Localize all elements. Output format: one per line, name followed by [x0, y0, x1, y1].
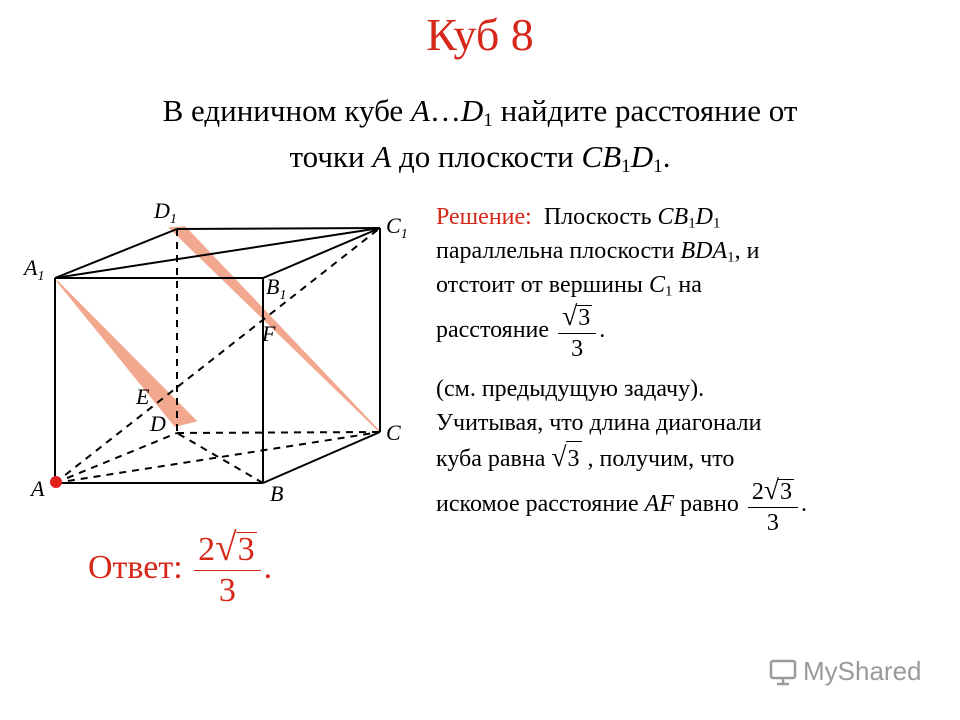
solution-paragraph-1: Решение: Плоскость $CB_1D_1$ параллельна плоскости $BDA_1$, и отстоит от вершины $C_1$ на расстояние $\frac{√3}{3}$ .	[436, 204, 760, 362]
hidden-diagonal-bd	[177, 433, 263, 483]
solution-paragraph-2: (см. предыдущую задачу). Учитывая, что длина диагонали куба равна √3 , получим, что искомое расстояние AF равно $\frac{2√3}{3}$ .	[436, 376, 807, 536]
watermark-logo	[768, 656, 922, 687]
cube-figure	[0, 180, 420, 520]
edge-a1d1	[55, 229, 177, 278]
fraction-2sqrt3-over-3: $\frac{2√3}{3}$	[748, 476, 798, 535]
presentation-board-icon	[768, 657, 798, 687]
label-e: E	[136, 384, 150, 409]
point-a-marker	[50, 476, 62, 488]
label-c: C	[386, 420, 401, 445]
problem-statement: В единичном кубе $A\dots D_1$ найдите расстояние от точки A до плоскости $CB_1D_1$.	[162, 93, 798, 177]
solution-label: Решение:	[436, 204, 532, 230]
hidden-edge-ad	[55, 433, 177, 483]
label-f: F	[262, 321, 276, 346]
hidden-edge-dc	[177, 432, 380, 433]
fraction-sqrt3-over-3: $\frac{√3}{3}$	[558, 302, 596, 361]
slide-title: Куб 8	[426, 9, 534, 60]
label-d: D	[150, 411, 166, 436]
answer-fraction: $\frac{2√3}{3}$	[194, 528, 260, 608]
label-b1: $B_1$	[266, 274, 287, 303]
section-triangle-a	[57, 281, 196, 426]
answer-label: Ответ:	[88, 549, 183, 587]
edge-bc	[263, 432, 380, 483]
label-a: A	[31, 476, 45, 501]
label-a1: $A_1$	[24, 255, 45, 284]
edge-d1c1	[177, 228, 380, 229]
watermark-text: MyShared	[803, 656, 922, 686]
answer-block: Ответ: $\frac{2√3}{3}$ .	[88, 526, 273, 610]
edge-b1c1	[263, 228, 380, 278]
sqrt3-inline: √3	[551, 440, 581, 476]
label-b: B	[270, 481, 284, 506]
label-d1: $D_1$	[154, 198, 177, 227]
label-c1: $C_1$	[386, 213, 408, 242]
